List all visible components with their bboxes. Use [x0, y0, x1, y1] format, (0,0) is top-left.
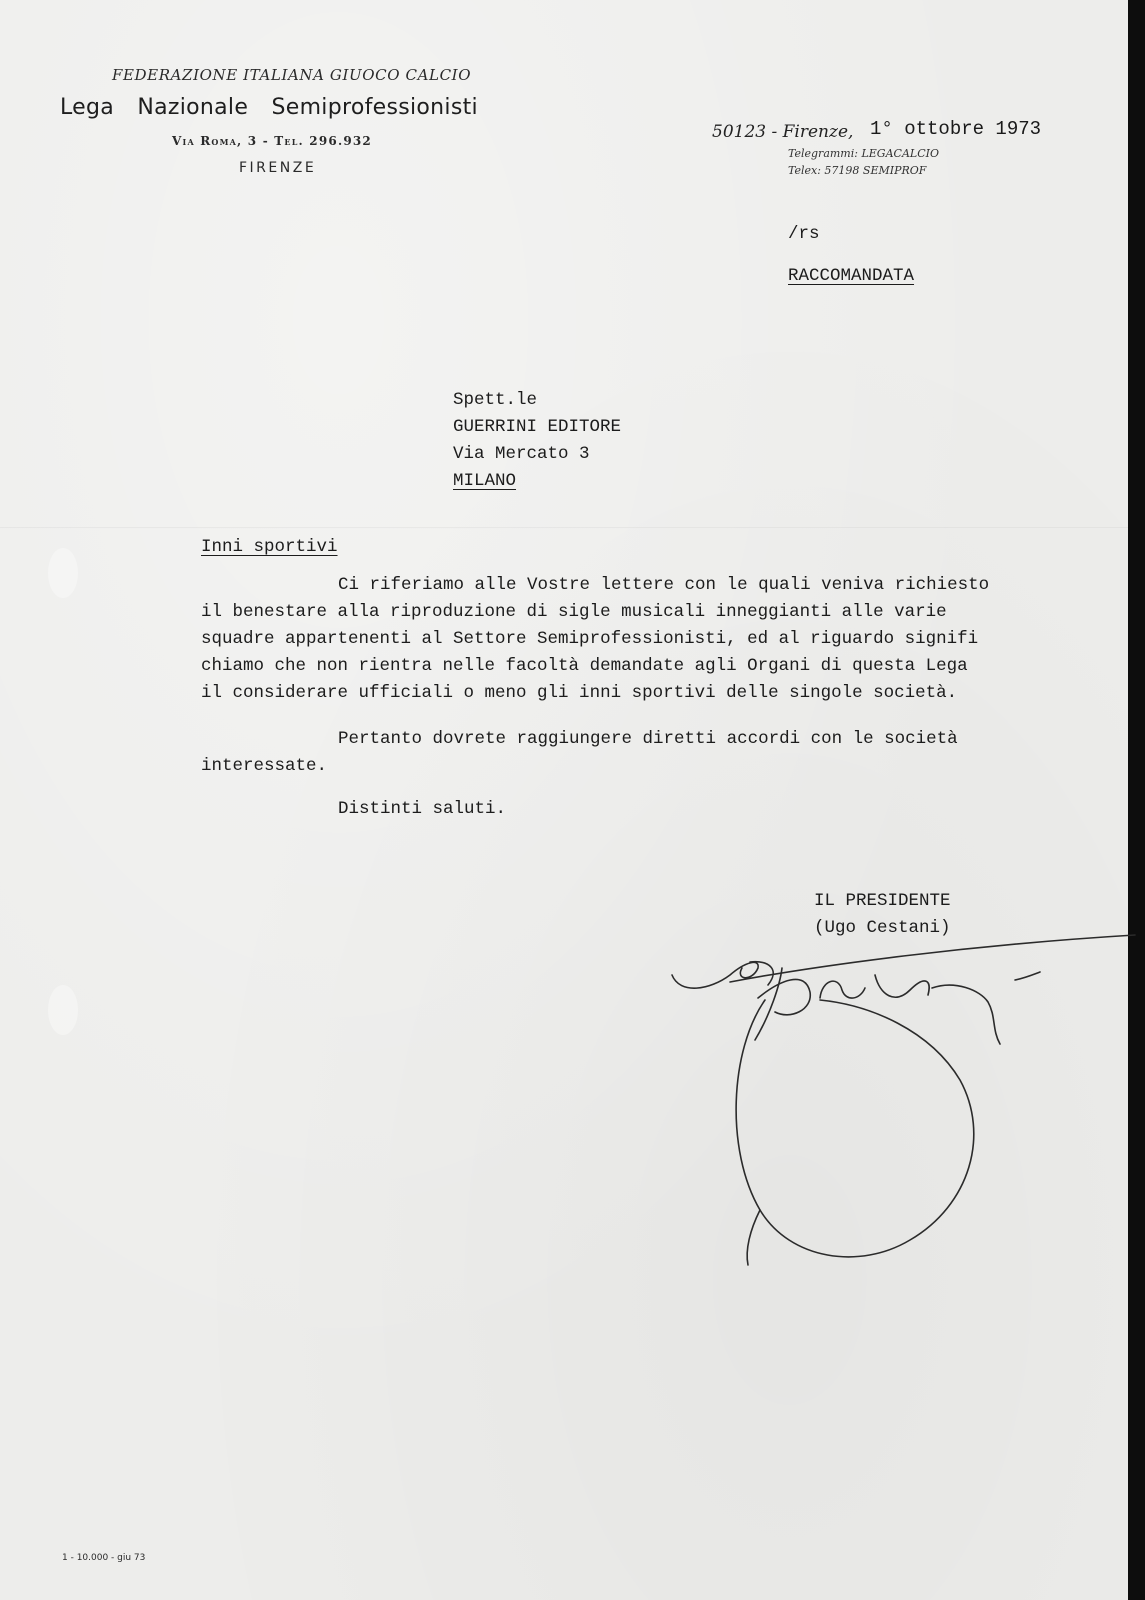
letterhead-address: Via Roma, 3 - Tel. 296.932 [172, 134, 372, 148]
subject-line: Inni sportivi [201, 537, 338, 557]
handwritten-signature [670, 920, 1140, 1300]
letter-date: 1° ottobre 1973 [870, 118, 1042, 140]
recipient-street: Via Mercato 3 [453, 444, 590, 464]
telegram-address: Telegrammi: LEGACALCIO [788, 147, 939, 160]
recipient-name: GUERRINI EDITORE [453, 417, 622, 437]
body-line: Ci riferiamo alle Vostre lettere con le quali veniva richiesto [338, 575, 990, 595]
federation-name: FEDERAZIONE ITALIANA GIUOCO CALCIO [112, 66, 472, 84]
reference-initials: /rs [788, 224, 820, 244]
paper-fold [0, 527, 1128, 529]
closing-salutation: Distinti saluti. [338, 799, 507, 819]
body-line: squadre appartenenti al Settore Semiprofessionisti, ed al riguardo signifi [201, 629, 979, 649]
body-line: il considerare ufficiali o meno gli inni sportivi delle singole società. [201, 683, 958, 703]
punch-hole-mark [48, 985, 78, 1035]
body-line: il benestare alla riproduzione di sigle musicali inneggianti alle varie [201, 602, 947, 622]
body-line: chiamo che non rientra nelle facoltà demandate agli Organi di questa Lega [201, 656, 968, 676]
punch-hole-mark [48, 548, 78, 598]
signatory-name: (Ugo Cestani) [814, 918, 951, 938]
place: 50123 - Firenze, [712, 122, 854, 142]
letterhead-city: FIRENZE [239, 160, 317, 176]
telex-number: Telex: 57198 SEMIPROF [788, 164, 927, 177]
body-line: interessate. [201, 756, 328, 776]
mail-type: RACCOMANDATA [788, 266, 915, 286]
signatory-title: IL PRESIDENTE [814, 891, 951, 911]
recipient-salutation: Spett.le [453, 390, 538, 410]
recipient-city: MILANO [453, 471, 517, 491]
league-name: Lega Nazionale Semiprofessionisti [60, 95, 478, 120]
body-line: Pertanto dovrete raggiungere diretti accordi con le società [338, 729, 958, 749]
print-code: 1 - 10.000 - giu 73 [62, 1553, 146, 1563]
